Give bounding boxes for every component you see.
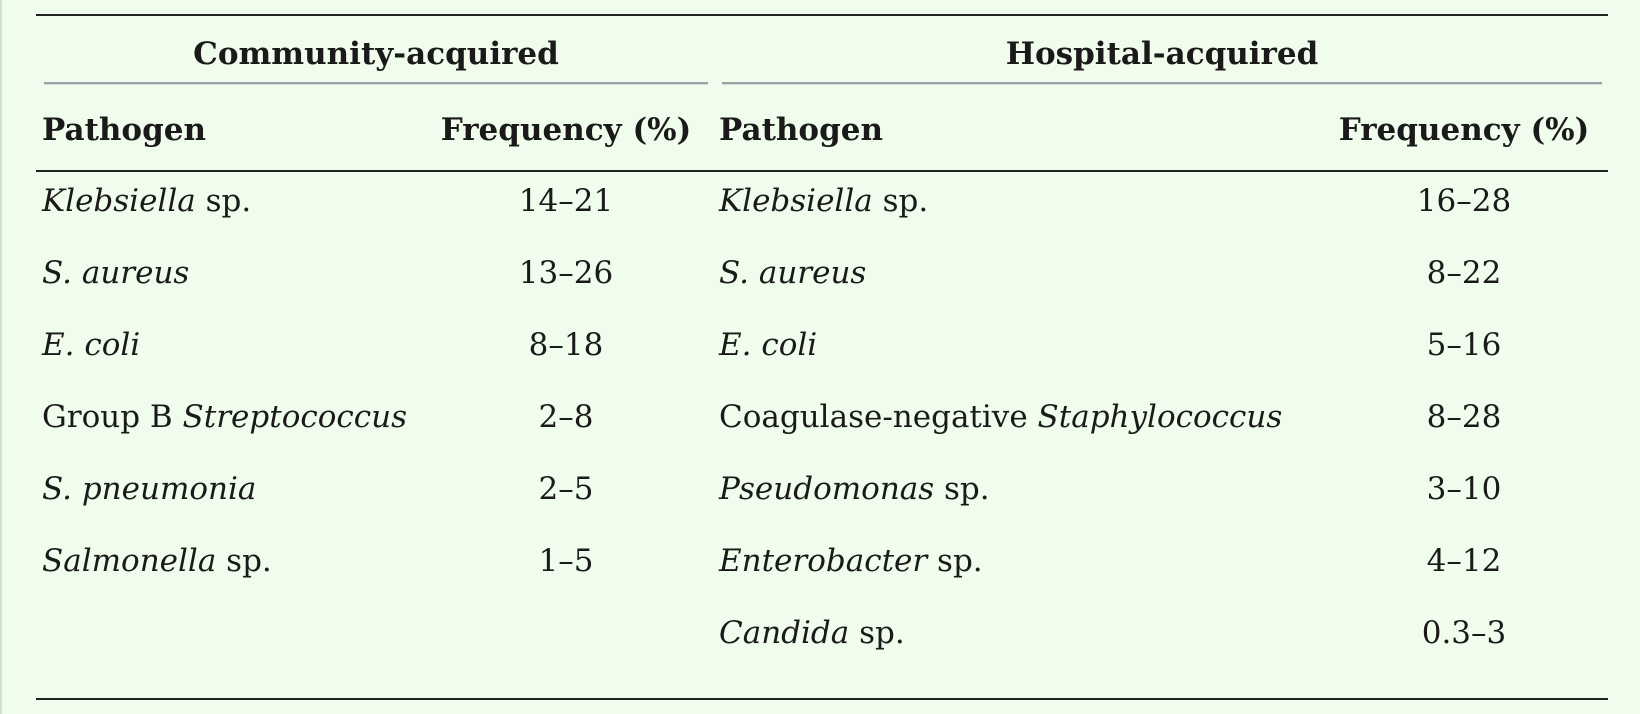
hospital-frequency-cell: 16–28 <box>1416 183 1512 219</box>
community-frequency-cell: 1–5 <box>538 543 594 579</box>
community-frequency-cell: 8–18 <box>528 327 604 363</box>
table-row <box>36 236 1608 311</box>
table-row <box>36 452 1608 527</box>
table-bottom-rule <box>36 698 1608 700</box>
table-row <box>36 164 1608 239</box>
hospital-frequency-cell: 0.3–3 <box>1421 615 1507 651</box>
table-row <box>36 380 1608 455</box>
table-row <box>36 524 1608 599</box>
community-pathogen-cell: Klebsiella sp. <box>42 183 252 219</box>
group-title-hospital: Hospital-acquired <box>1005 36 1319 72</box>
community-frequency-cell: 13–26 <box>518 255 614 291</box>
community-frequency-cell: 14–21 <box>518 183 614 219</box>
hospital-pathogen-cell: Coagulase-negative Staphylococcus <box>719 399 1283 435</box>
pathogen-frequency-table <box>36 14 1608 700</box>
community-pathogen-cell: S. aureus <box>42 255 190 291</box>
hospital-pathogen-cell: Pseudomonas sp. <box>719 471 990 507</box>
community-pathogen-cell: S. pneumonia <box>42 471 257 507</box>
group-title-community: Community-acquired <box>193 36 559 72</box>
group-rule-community <box>44 82 708 85</box>
community-frequency-cell: 2–8 <box>538 399 594 435</box>
hospital-pathogen-cell: Enterobacter sp. <box>719 543 983 579</box>
column-header-hospital-pathogen: Pathogen <box>719 112 884 148</box>
hospital-frequency-cell: 8–28 <box>1426 399 1502 435</box>
hospital-pathogen-cell: Klebsiella sp. <box>719 183 929 219</box>
group-rule-hospital <box>722 82 1602 85</box>
table-row <box>36 308 1608 383</box>
community-pathogen-cell: Group B Streptococcus <box>42 399 407 435</box>
hospital-frequency-cell: 4–12 <box>1426 543 1502 579</box>
hospital-frequency-cell: 8–22 <box>1426 255 1502 291</box>
hospital-frequency-cell: 3–10 <box>1426 471 1502 507</box>
column-header-hospital-frequency: Frequency (%) <box>1338 112 1590 148</box>
community-pathogen-cell: E. coli <box>42 327 141 363</box>
hospital-pathogen-cell: E. coli <box>719 327 818 363</box>
column-header-community-frequency: Frequency (%) <box>440 112 692 148</box>
hospital-pathogen-cell: S. aureus <box>719 255 867 291</box>
table-top-rule <box>36 14 1608 16</box>
hospital-pathogen-cell: Candida sp. <box>719 615 905 651</box>
community-pathogen-cell: Salmonella sp. <box>42 543 272 579</box>
table-row <box>36 596 1608 671</box>
community-frequency-cell: 2–5 <box>538 471 594 507</box>
column-header-community-pathogen: Pathogen <box>42 112 207 148</box>
hospital-frequency-cell: 5–16 <box>1426 327 1502 363</box>
